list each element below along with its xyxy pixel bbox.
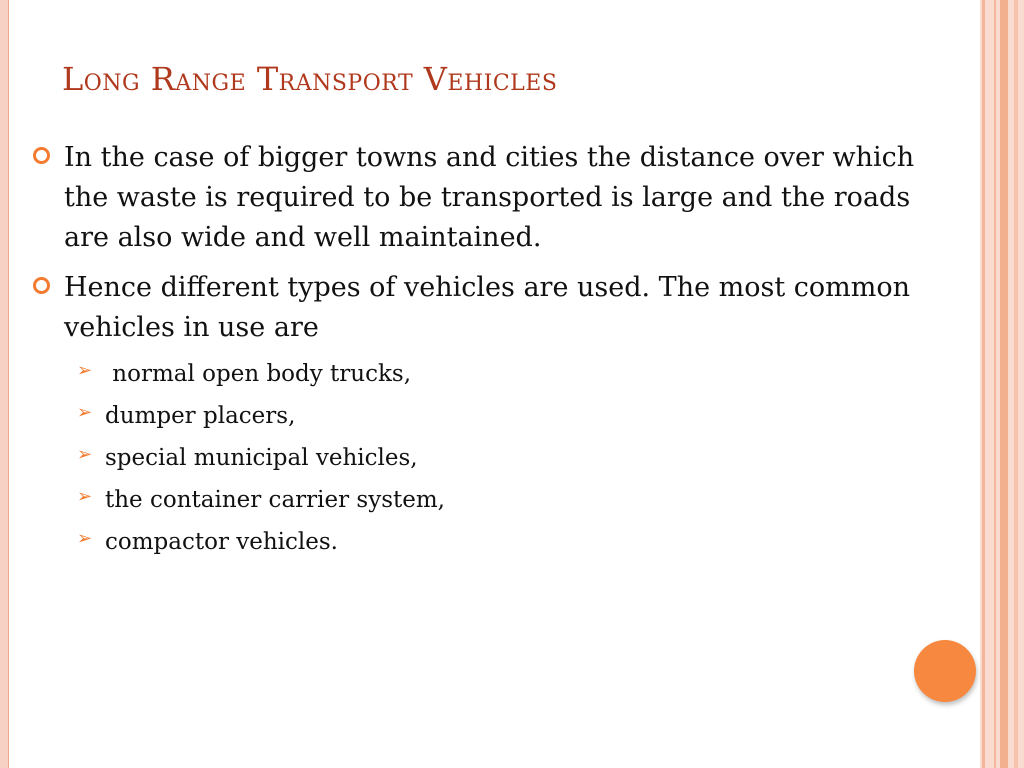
- right-frame-line: [982, 0, 985, 768]
- ring-bullet-icon: [33, 277, 50, 294]
- sub-bullet-item: [0, 526, 960, 568]
- right-frame-line: [1014, 0, 1018, 768]
- sub-bullet-text: the container carrier system,: [105, 487, 445, 513]
- sub-bullet-text: special municipal vehicles,: [105, 445, 418, 471]
- bullet-item: [0, 268, 960, 348]
- slide-title: Long Range Transport Vehicles: [62, 60, 558, 98]
- sub-bullet-text: normal open body trucks,: [105, 361, 412, 387]
- arrow-bullet-icon: ➢: [77, 402, 93, 423]
- bullet-text: Hence different types of vehicles are used. The most common vehicles in use are: [64, 272, 911, 343]
- arrow-bullet-icon: ➢: [77, 486, 93, 507]
- arrow-bullet-icon: ➢: [77, 444, 93, 465]
- sub-bullet-text: dumper placers,: [105, 403, 296, 429]
- right-frame-band: [1000, 0, 1008, 768]
- sub-bullet-item: [0, 400, 960, 442]
- sub-bullet-text: compactor vehicles.: [105, 529, 338, 555]
- orange-circle-decoration: [914, 640, 976, 702]
- sub-bullet-item: [0, 442, 960, 484]
- right-frame-line: [994, 0, 996, 768]
- sub-bullet-item: [0, 484, 960, 526]
- sub-bullet-item: [0, 358, 960, 400]
- bullet-item: [0, 138, 960, 258]
- arrow-bullet-icon: ➢: [77, 360, 93, 381]
- bullet-text: In the case of bigger towns and cities the distance over which the waste is required to be transported is large and the roads are also wide and well maintained.: [64, 142, 915, 253]
- ring-bullet-icon: [33, 147, 50, 164]
- slide-content: [0, 138, 960, 568]
- arrow-bullet-icon: ➢: [77, 528, 93, 549]
